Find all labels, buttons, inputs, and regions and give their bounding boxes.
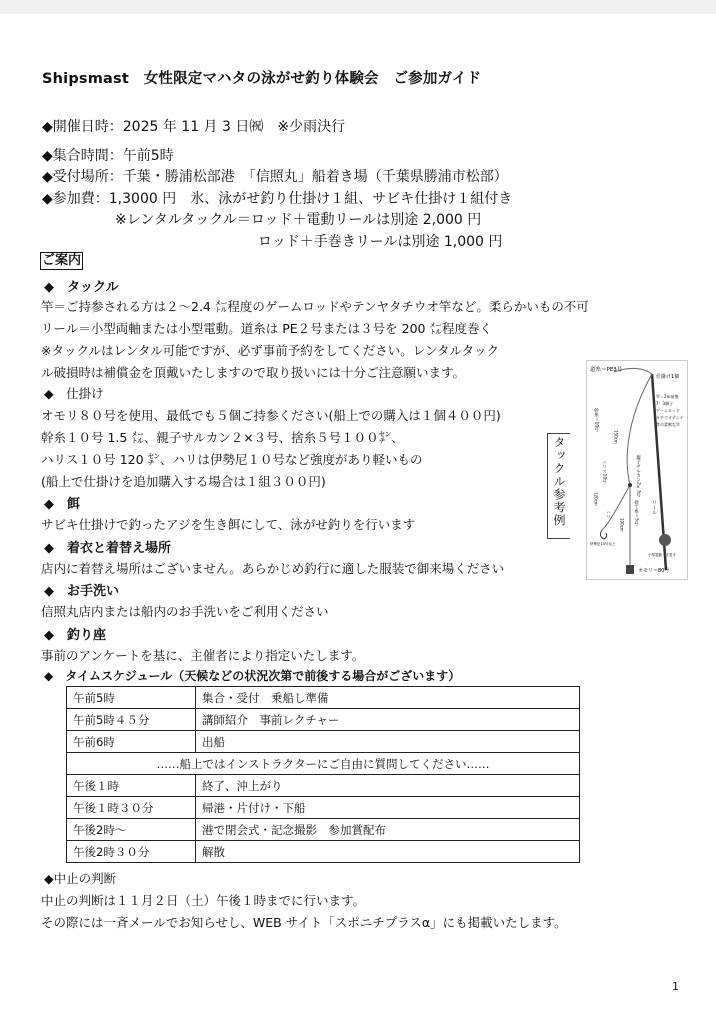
- diagram-label-rod: ゲームロッド: [656, 408, 680, 413]
- table-row: [67, 753, 580, 775]
- diagram-label-mikito: 幹糸＝10号: [593, 408, 599, 432]
- schedule-time: 午前5時４５分: [67, 709, 196, 731]
- table-row: [67, 797, 580, 819]
- diagram-label-rod: 竿＝2ｍ前後: [656, 394, 679, 399]
- changing-line: 店内に着替え場所はございません。あらかじめ釣行に適した服装で御来場ください: [41, 561, 505, 576]
- diagram-label-hook-detail: 伊勢尼10号など: [590, 542, 616, 546]
- diagram-label-sutei: 捨て糸＝5号: [633, 500, 639, 526]
- cancel-line: 中止の判断は１１月２日（土）午後１時までに行います。: [41, 893, 366, 908]
- restroom-heading: ◆ お手洗い: [44, 584, 119, 599]
- cancel-heading: ◆中止の判断: [44, 871, 117, 886]
- rig-heading: ◆ 仕掛け: [44, 386, 104, 401]
- schedule-event: 港で閉会式・記念撮影 参加賞配布: [196, 819, 580, 841]
- schedule-event: 出船: [196, 731, 580, 753]
- bait-line: サビキ仕掛けで釣ったアジを生き餌にして、泳がせ釣りを行います: [41, 517, 416, 532]
- diagram-label-swivel: 親子サルカン2×3号: [635, 455, 641, 498]
- diagram-label-rod: 等の柔軟な竿: [656, 422, 680, 427]
- diagram-label-reel: リール: [651, 500, 657, 515]
- schedule-time: 午前5時: [67, 687, 196, 709]
- reel-icon: [659, 534, 671, 546]
- schedule-event: 講師紹介 事前レクチャー: [196, 709, 580, 731]
- schedule-event: 終了、沖上がり: [196, 775, 580, 797]
- schedule-event: 帰港・片付け・下船: [196, 797, 580, 819]
- diagram-label-harisu: ハリス10号: [601, 460, 607, 484]
- table-row: [67, 731, 580, 753]
- seat-heading: ◆ 釣り座: [44, 628, 106, 643]
- swivel-icon: [628, 483, 632, 487]
- guide-label: ご案内: [42, 253, 82, 268]
- schedule-time: 午後１時: [67, 775, 196, 797]
- sinker-icon: [626, 565, 634, 574]
- table-row: [67, 841, 580, 863]
- tackle-example-text: タックル参考例: [552, 436, 566, 527]
- diagram-label-120: 120cm: [593, 492, 599, 506]
- participation-fee: ◆参加費：1,3000 円 氷、泳がせ釣り仕掛け１組、サビキ仕掛け１組付き: [42, 191, 513, 207]
- diagram-label-100: 100cm: [619, 518, 625, 532]
- bait-heading: ◆ 餌: [44, 497, 80, 512]
- cancel-line: その際には一斉メールでお知らせし、WEB サイト「スポニチプラスα」にも掲載いたします。: [41, 915, 567, 930]
- restroom-line: 信照丸店内または船内のお手洗いをご利用ください: [41, 604, 329, 619]
- tackle-line: 竿＝ご持参される方は２～2.4 ㍍程度のゲームロッドやテンヤタチウオ竿など。柔らかいもの不可: [41, 299, 589, 314]
- rental-manual: ロッド＋手巻きリールは別途 1,000 円: [258, 234, 503, 250]
- changing-heading: ◆ 着衣と着替え場所: [44, 541, 171, 556]
- schedule-time: 午後2時３０分: [67, 841, 196, 863]
- diagram-label-sinker: オモリ＝80号: [638, 568, 670, 574]
- schedule-time: 午後2時～: [67, 819, 196, 841]
- schedule-time: 午後１時３０分: [67, 797, 196, 819]
- rig-line: ハリス１０号 120 ㌢、ハリは伊勢尼１０号など強度があり軽いもの: [41, 452, 423, 467]
- schedule-event: 集合・受付 乗船し準備: [196, 687, 580, 709]
- diagram-label-rod: タチウオテンヤ: [656, 415, 684, 420]
- rig-line: (船上で仕掛けを追加購入する場合は１組３００円): [41, 474, 326, 489]
- diagram-label-reel-detail: 小型電動・手巻き: [648, 553, 676, 557]
- tackle-example-label: [547, 433, 570, 539]
- diagram-label-hook: ハリ: [605, 510, 611, 519]
- rental-electric: ※レンタルタックル＝ロッド＋電動リールは別途 2,000 円: [115, 212, 482, 228]
- page-number: 1: [672, 980, 679, 993]
- tackle-heading: ◆ タックル: [44, 280, 119, 295]
- table-row: [67, 687, 580, 709]
- tackle-line: ※タックルはレンタル可能ですが、必ず事前予約をしてください。レンタルタック: [41, 343, 499, 358]
- schedule-heading: ◆ タイムスケジュール（天候などの状況次第で前後する場合がございます）: [44, 669, 461, 683]
- viewer-top-bar: [0, 0, 716, 14]
- table-row: [67, 819, 580, 841]
- diagram-label-rod: 7：3調子: [656, 401, 674, 406]
- diagram-label-line: 道糸＝PE3号: [590, 367, 623, 373]
- diagram-label-150: 150cm: [613, 430, 619, 444]
- tackle-line: リール＝小型両軸または小型電動。道糸は PE２号または３号を 200 ㍍程度巻く: [41, 321, 492, 336]
- meet-time: ◆集合時間：午前5時: [42, 148, 174, 164]
- schedule-event: 解散: [196, 841, 580, 863]
- page-title: Shipsmast 女性限定マハタの泳がせ釣り体験会 ご参加ガイド: [42, 71, 482, 87]
- tackle-diagram: [586, 360, 688, 580]
- rig-line: オモリ８０号を使用、最低でも５個ご持参ください(船上での購入は１個４００円): [41, 408, 501, 423]
- table-row: [67, 709, 580, 731]
- tackle-line: ル破損時は補償金を頂戴いたしますので取り扱いには十分ご注意願います。: [41, 365, 466, 380]
- seat-line: 事前のアンケートを基に、主催者により指定いたします。: [41, 648, 365, 663]
- diagram-label-rig: 仕掛け1個: [656, 374, 680, 380]
- rig-line: 幹糸１０号 1.5 ㍍、親子サルカン２×３号、捨糸５号１００㌢、: [41, 430, 404, 445]
- reception-place: ◆受付場所：千葉・勝浦松部港 「信照丸」船着き場（千葉県勝浦市松部）: [42, 169, 508, 185]
- event-date: ◆開催日時：2025 年 11 月 3 日㈷ ※少雨決行: [42, 119, 346, 135]
- schedule-time: 午前6時: [67, 731, 196, 753]
- table-row: [67, 775, 580, 797]
- schedule-note: ……船上ではインストラクターにご自由に質問してください……: [67, 753, 580, 775]
- schedule-table: [66, 686, 580, 863]
